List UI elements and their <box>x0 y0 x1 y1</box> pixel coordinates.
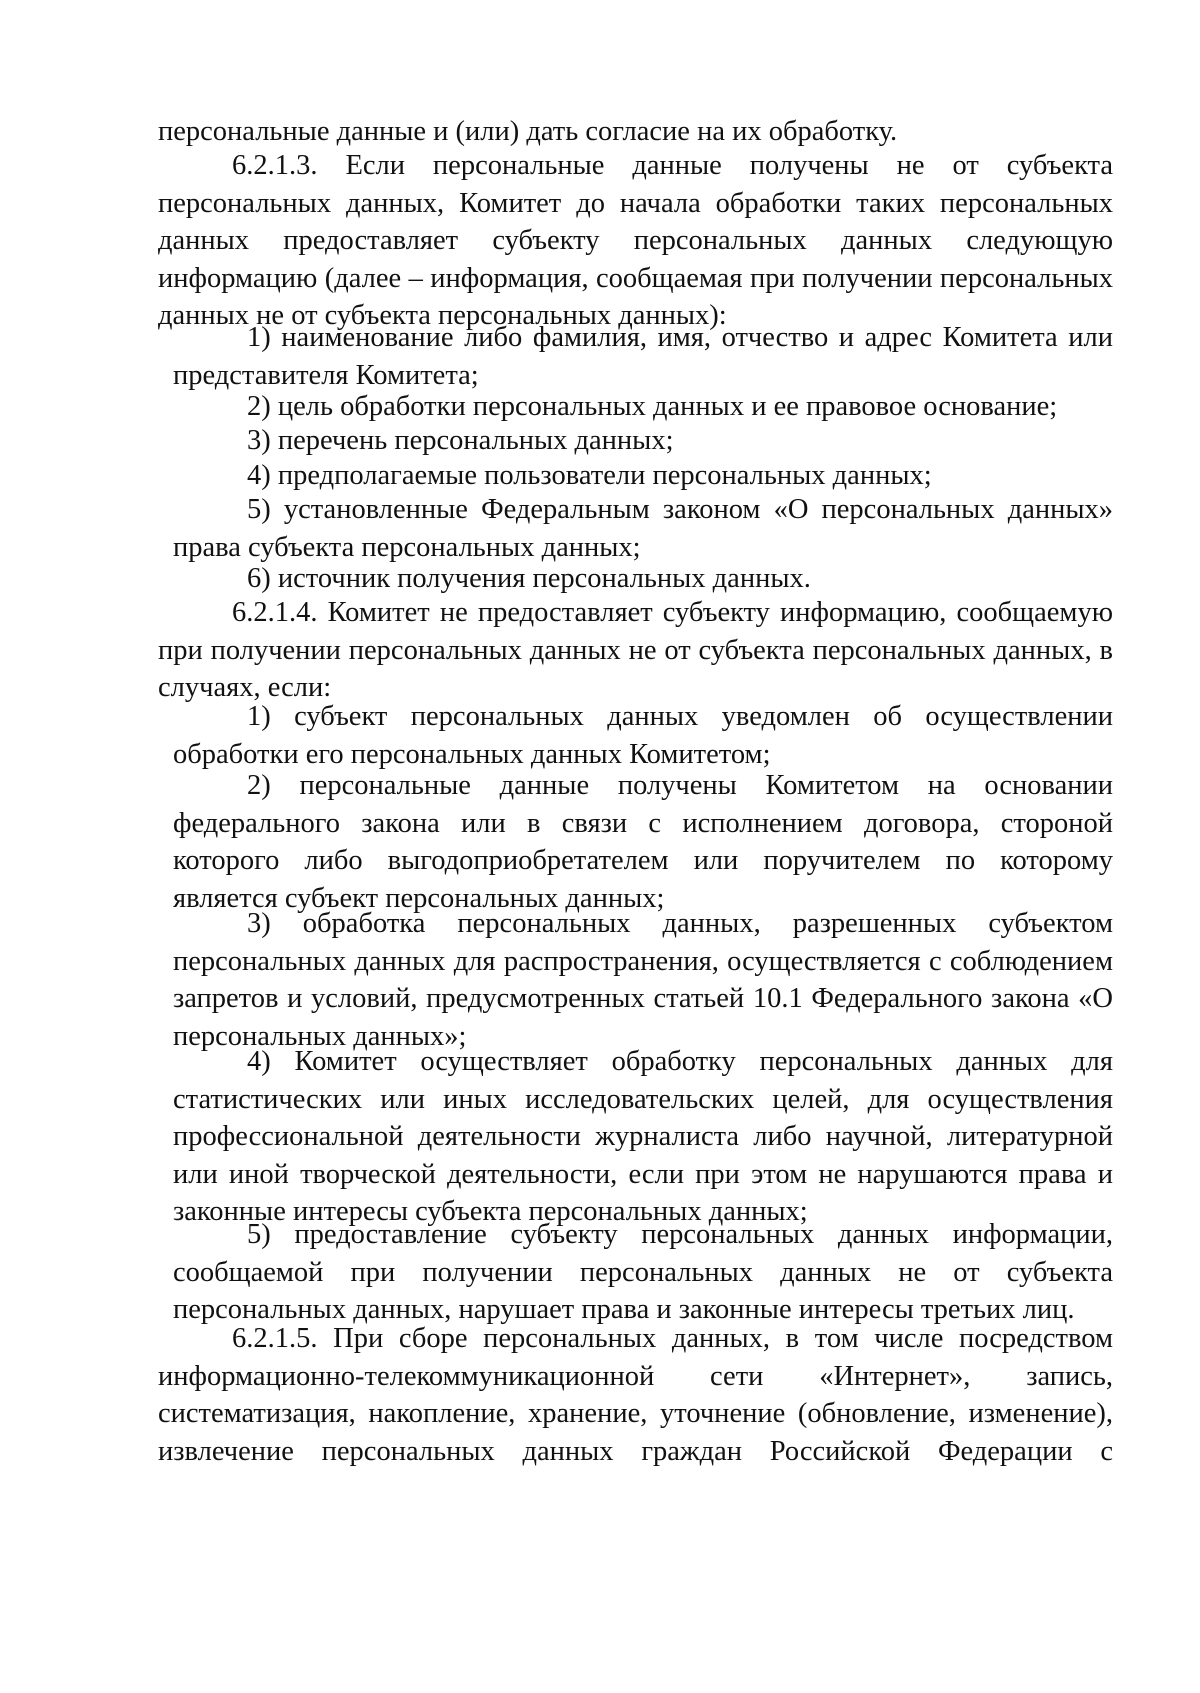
clause-6-2-1-3-item-4: 4) предполагаемые пользователи персональных данных; <box>247 460 932 491</box>
clause-6-2-1-3-item-3: 3) перечень персональных данных; <box>247 425 674 456</box>
clause-6-2-1-3-item-1: 1) наименование либо фамилия, имя, отчество и адрес Комитета или представителя Комитета; <box>173 322 1113 391</box>
clause-6-2-1-4-item-5: 5) предоставление субъекту персональных данных информации, сообщаемой при получении персональных данных не от субъекта персональных данных, нарушает права и законные интересы третьих лиц. <box>173 1219 1113 1325</box>
clause-6-2-1-3-item-6: 6) источник получения персональных данных. <box>247 563 811 594</box>
continuation-paragraph: персональные данные и (или) дать согласие на их обработку. <box>158 116 898 147</box>
clause-6-2-1-4-item-3: 3) обработка персональных данных, разрешенных субъектом персональных данных для распространения, осуществляется с соблюдением запретов и условий, предусмотренных статьей 10.1 Федерального закона «О персональных данных»; <box>173 908 1113 1052</box>
clause-6-2-1-5-paragraph: 6.2.1.5. При сборе персональных данных, в том числе посредством информационно-телекоммуникационной сети «Интернет», запись, систематизация, накопление, хранение, уточнение (обновление, изменение), извлечение персональных данных граждан Российской Федерации с <box>158 1323 1113 1467</box>
clause-6-2-1-4-item-4: 4) Комитет осуществляет обработку персональных данных для статистических или иных исследовательских целей, для осуществления профессиональной деятельности журналиста либо научной, литературной или иной творческой деятельности, если при этом не нарушаются права и законные интересы субъекта персональных данных; <box>173 1046 1113 1227</box>
clause-6-2-1-3-paragraph: 6.2.1.3. Если персональные данные получены не от субъекта персональных данных, Комитет до начала обработки таких персональных данных предоставляет субъекту персональных данных следующую информацию (далее – информация, сообщаемая при получении персональных данных не от субъекта персональных данных): <box>158 150 1113 331</box>
clause-6-2-1-4-item-1: 1) субъект персональных данных уведомлен об осуществлении обработки его персональных данных Комитетом; <box>173 701 1113 770</box>
clause-6-2-1-4-paragraph: 6.2.1.4. Комитет не предоставляет субъекту информацию, сообщаемую при получении персональных данных не от субъекта персональных данных, в случаях, если: <box>158 597 1113 703</box>
clause-6-2-1-3-item-2: 2) цель обработки персональных данных и ее правовое основание; <box>247 391 1058 422</box>
clause-6-2-1-3-item-5: 5) установленные Федеральным законом «О персональных данных» права субъекта персональных данных; <box>173 494 1113 563</box>
clause-6-2-1-4-item-2: 2) персональные данные получены Комитетом на основании федерального закона или в связи с исполнением договора, стороной которого либо выгодоприобретателем или поручителем по которому является субъект персональных данных; <box>173 770 1113 914</box>
